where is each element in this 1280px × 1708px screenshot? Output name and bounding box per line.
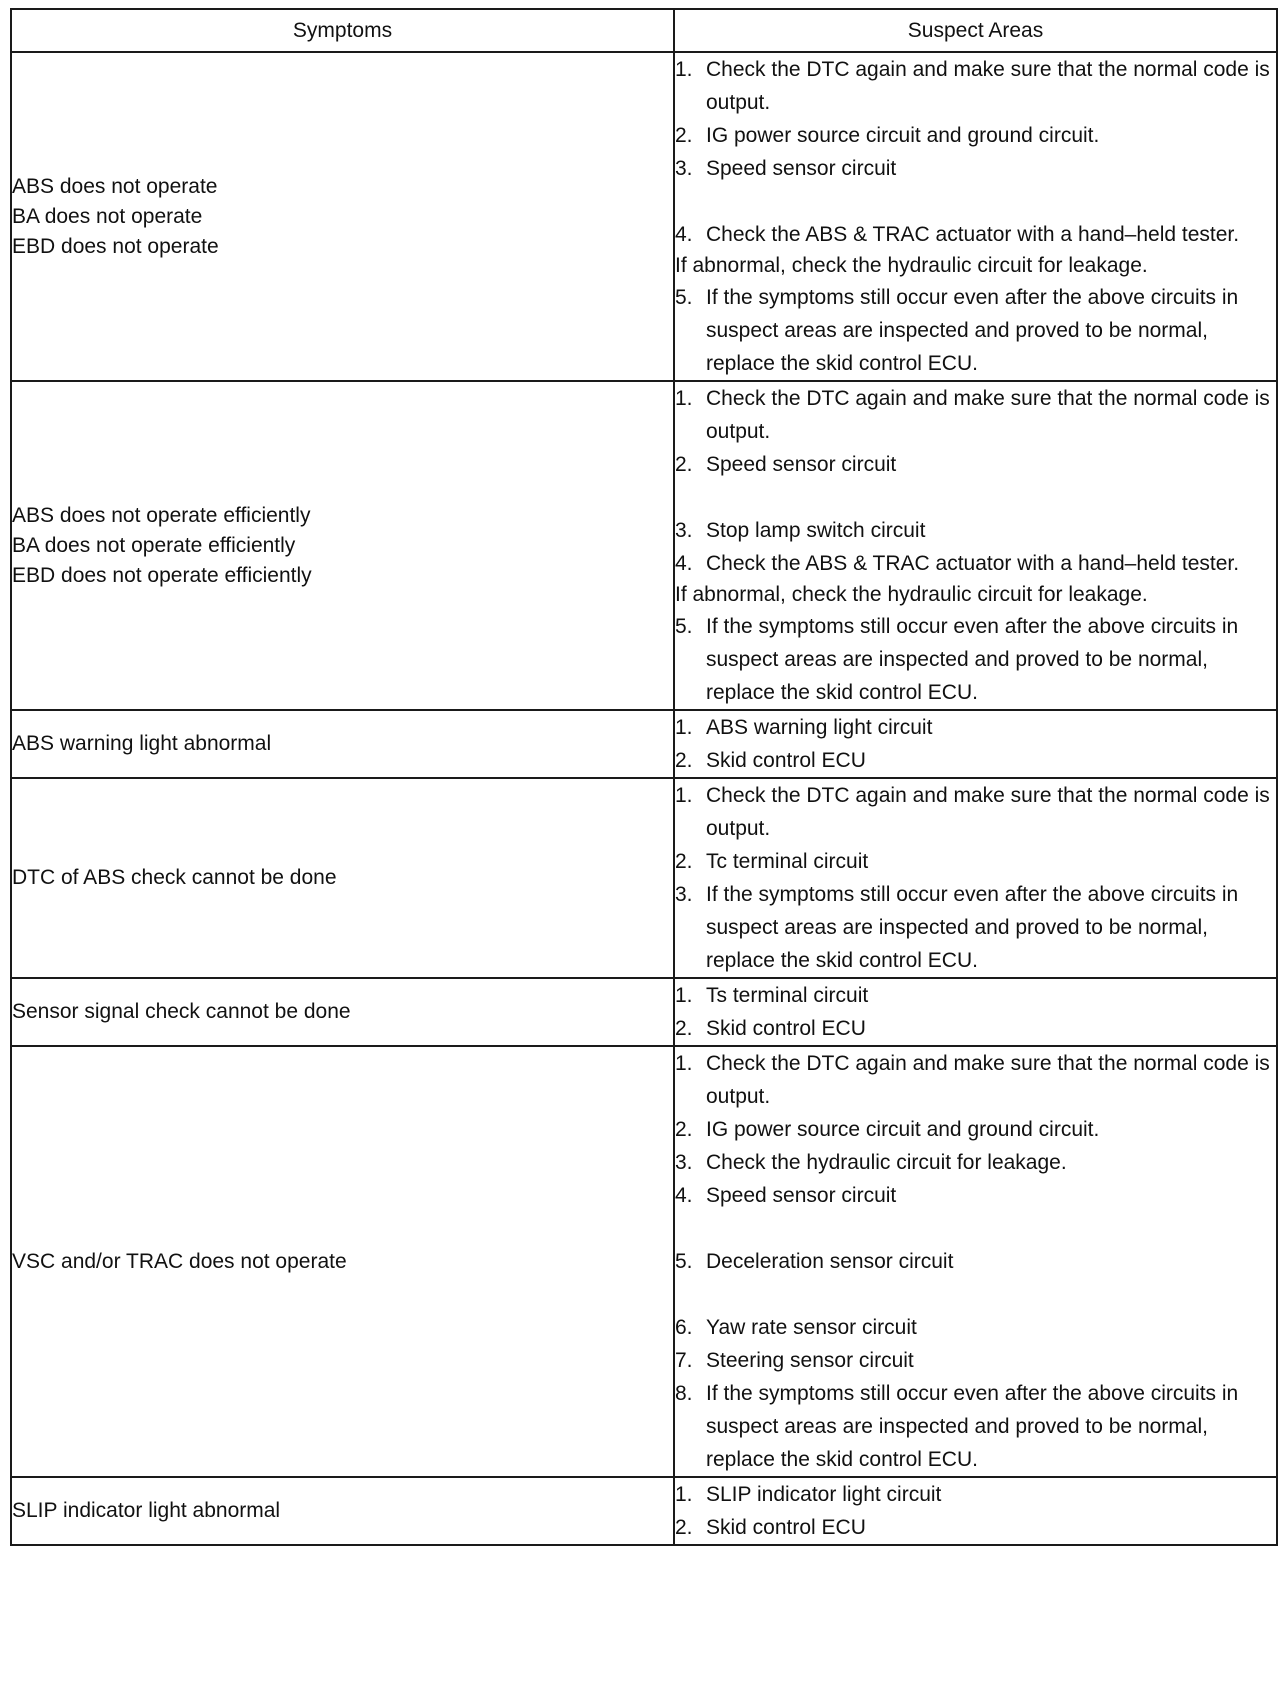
suspect-areas-cell (674, 52, 1277, 381)
item-number: 3. (675, 519, 693, 542)
list-item (675, 119, 1276, 152)
list-item (675, 1245, 1276, 1278)
item-text: Deceleration sensor circuit (706, 1250, 954, 1273)
item-text: ABS warning light circuit (706, 716, 933, 739)
item-text: Skid control ECU (706, 1017, 866, 1040)
item-number: 2. (675, 1516, 693, 1539)
item-number: 2. (675, 1118, 693, 1141)
item-text: SLIP indicator light circuit (706, 1483, 942, 1506)
item-number: 3. (675, 157, 693, 180)
symptoms-cell (11, 778, 674, 978)
item-text: Check the ABS & TRAC actuator with a hand–held tester. (706, 223, 1240, 246)
table-row (11, 381, 1277, 710)
item-number: 1. (675, 984, 693, 1007)
item-text: Check the DTC again and make sure that the normal code is output. (706, 784, 1270, 840)
item-text: Yaw rate sensor circuit (706, 1316, 917, 1339)
suspect-areas-cell (674, 1477, 1277, 1545)
table-row (11, 978, 1277, 1046)
symptoms-cell (11, 52, 674, 381)
symptom-line: ABS warning light abnormal (12, 732, 272, 755)
list-item (675, 1146, 1276, 1179)
item-number: 2. (675, 749, 693, 772)
suspect-list (675, 779, 1276, 977)
symptoms-cell (11, 1046, 674, 1477)
item-number: 1. (675, 784, 693, 807)
list-item (675, 779, 1276, 845)
list-item (675, 711, 1276, 744)
item-number: 5. (675, 615, 693, 638)
suspect-areas-cell (674, 778, 1277, 978)
item-text: If the symptoms still occur even after the above circuits in suspect areas are inspected and proved to be normal, replace the skid control ECU. (706, 883, 1239, 972)
symptom-table (10, 8, 1278, 1546)
list-item (675, 53, 1276, 119)
symptom-line: SLIP indicator light abnormal (12, 1499, 281, 1522)
table-row (11, 1046, 1277, 1477)
list-item (675, 1311, 1276, 1344)
symptoms-cell (11, 381, 674, 710)
item-number: 2. (675, 850, 693, 873)
suspect-list (675, 1478, 1276, 1544)
symptoms-cell (11, 710, 674, 778)
item-number: 1. (675, 387, 693, 410)
suspect-areas-header: Suspect Areas (674, 9, 1277, 52)
list-note: If abnormal, check the hydraulic circuit for leakage. (675, 583, 1148, 606)
list-item (675, 1179, 1276, 1212)
list-item (675, 979, 1276, 1012)
item-number: 4. (675, 1184, 693, 1207)
table-row (11, 778, 1277, 978)
item-text: Check the DTC again and make sure that the normal code is output. (706, 387, 1270, 443)
item-number: 2. (675, 453, 693, 476)
item-text: Skid control ECU (706, 1516, 866, 1539)
symptom-line: EBD does not operate (12, 234, 219, 258)
item-number: 1. (675, 58, 693, 81)
suspect-areas-cell (674, 381, 1277, 710)
item-number: 2. (675, 1017, 693, 1040)
list-item (675, 1344, 1276, 1377)
symptom-line: Sensor signal check cannot be done (12, 1000, 351, 1023)
suspect-areas-cell (674, 710, 1277, 778)
item-text: Ts terminal circuit (706, 984, 869, 1007)
item-number: 4. (675, 223, 693, 246)
suspect-areas-cell (674, 1046, 1277, 1477)
item-number: 7. (675, 1349, 693, 1372)
item-number: 3. (675, 883, 693, 906)
item-text: Check the hydraulic circuit for leakage. (706, 1151, 1067, 1174)
symptom-line: ABS does not operate (12, 174, 218, 198)
item-number: 1. (675, 716, 693, 739)
item-number: 4. (675, 552, 693, 575)
item-text: Skid control ECU (706, 749, 866, 772)
list-item (675, 152, 1276, 185)
symptoms-header: Symptoms (11, 9, 674, 52)
list-item (675, 1113, 1276, 1146)
list-item (675, 1012, 1276, 1045)
item-text: If the symptoms still occur even after the above circuits in suspect areas are inspected and proved to be normal, replace the skid control ECU. (706, 1382, 1239, 1471)
item-text: Check the DTC again and make sure that the normal code is output. (706, 1052, 1270, 1108)
item-text: Speed sensor circuit (706, 157, 897, 180)
header-row (11, 9, 1277, 52)
item-text: Speed sensor circuit (706, 1184, 897, 1207)
symptom-line: DTC of ABS check cannot be done (12, 866, 337, 889)
item-number: 2. (675, 124, 693, 147)
item-text: Steering sensor circuit (706, 1349, 914, 1372)
item-text: Stop lamp switch circuit (706, 519, 926, 542)
list-item (675, 547, 1276, 580)
table-row (11, 52, 1277, 381)
symptom-line: BA does not operate efficiently (12, 533, 296, 557)
symptom-line: BA does not operate (12, 204, 203, 228)
item-text: If the symptoms still occur even after the above circuits in suspect areas are inspected and proved to be normal, replace the skid control ECU. (706, 615, 1239, 704)
symptoms-cell (11, 978, 674, 1046)
item-text: Speed sensor circuit (706, 453, 897, 476)
item-number: 1. (675, 1483, 693, 1506)
list-item (675, 610, 1276, 709)
list-item (675, 1478, 1276, 1511)
item-number: 6. (675, 1316, 693, 1339)
item-number: 5. (675, 286, 693, 309)
symptom-line: ABS does not operate efficiently (12, 503, 311, 527)
suspect-list (675, 711, 1276, 777)
list-item (675, 448, 1276, 481)
list-item (675, 1377, 1276, 1476)
item-text: Check the ABS & TRAC actuator with a hand–held tester. (706, 552, 1240, 575)
list-item (675, 382, 1276, 448)
item-text: IG power source circuit and ground circuit. (706, 124, 1100, 147)
item-number: 1. (675, 1052, 693, 1075)
suspect-list (675, 979, 1276, 1045)
suspect-areas-cell (674, 978, 1277, 1046)
list-note: If abnormal, check the hydraulic circuit for leakage. (675, 254, 1148, 277)
list-item (675, 1511, 1276, 1544)
suspect-list (675, 53, 1276, 380)
suspect-list (675, 1047, 1276, 1476)
item-number: 3. (675, 1151, 693, 1174)
item-text: Tc terminal circuit (706, 850, 869, 873)
table-row (11, 710, 1277, 778)
symptom-line: VSC and/or TRAC does not operate (12, 1249, 347, 1273)
list-item (675, 744, 1276, 777)
item-text: Check the DTC again and make sure that the normal code is output. (706, 58, 1270, 114)
list-item (675, 878, 1276, 977)
suspect-list (675, 382, 1276, 709)
list-item (675, 281, 1276, 380)
symptoms-cell (11, 1477, 674, 1545)
list-item (675, 514, 1276, 547)
item-number: 8. (675, 1382, 693, 1405)
table-row (11, 1477, 1277, 1545)
list-item (675, 1047, 1276, 1113)
list-item (675, 218, 1276, 251)
item-text: IG power source circuit and ground circuit. (706, 1118, 1100, 1141)
list-item (675, 845, 1276, 878)
item-number: 5. (675, 1250, 693, 1273)
item-text: If the symptoms still occur even after the above circuits in suspect areas are inspected and proved to be normal, replace the skid control ECU. (706, 286, 1239, 375)
symptom-line: EBD does not operate efficiently (12, 563, 312, 587)
